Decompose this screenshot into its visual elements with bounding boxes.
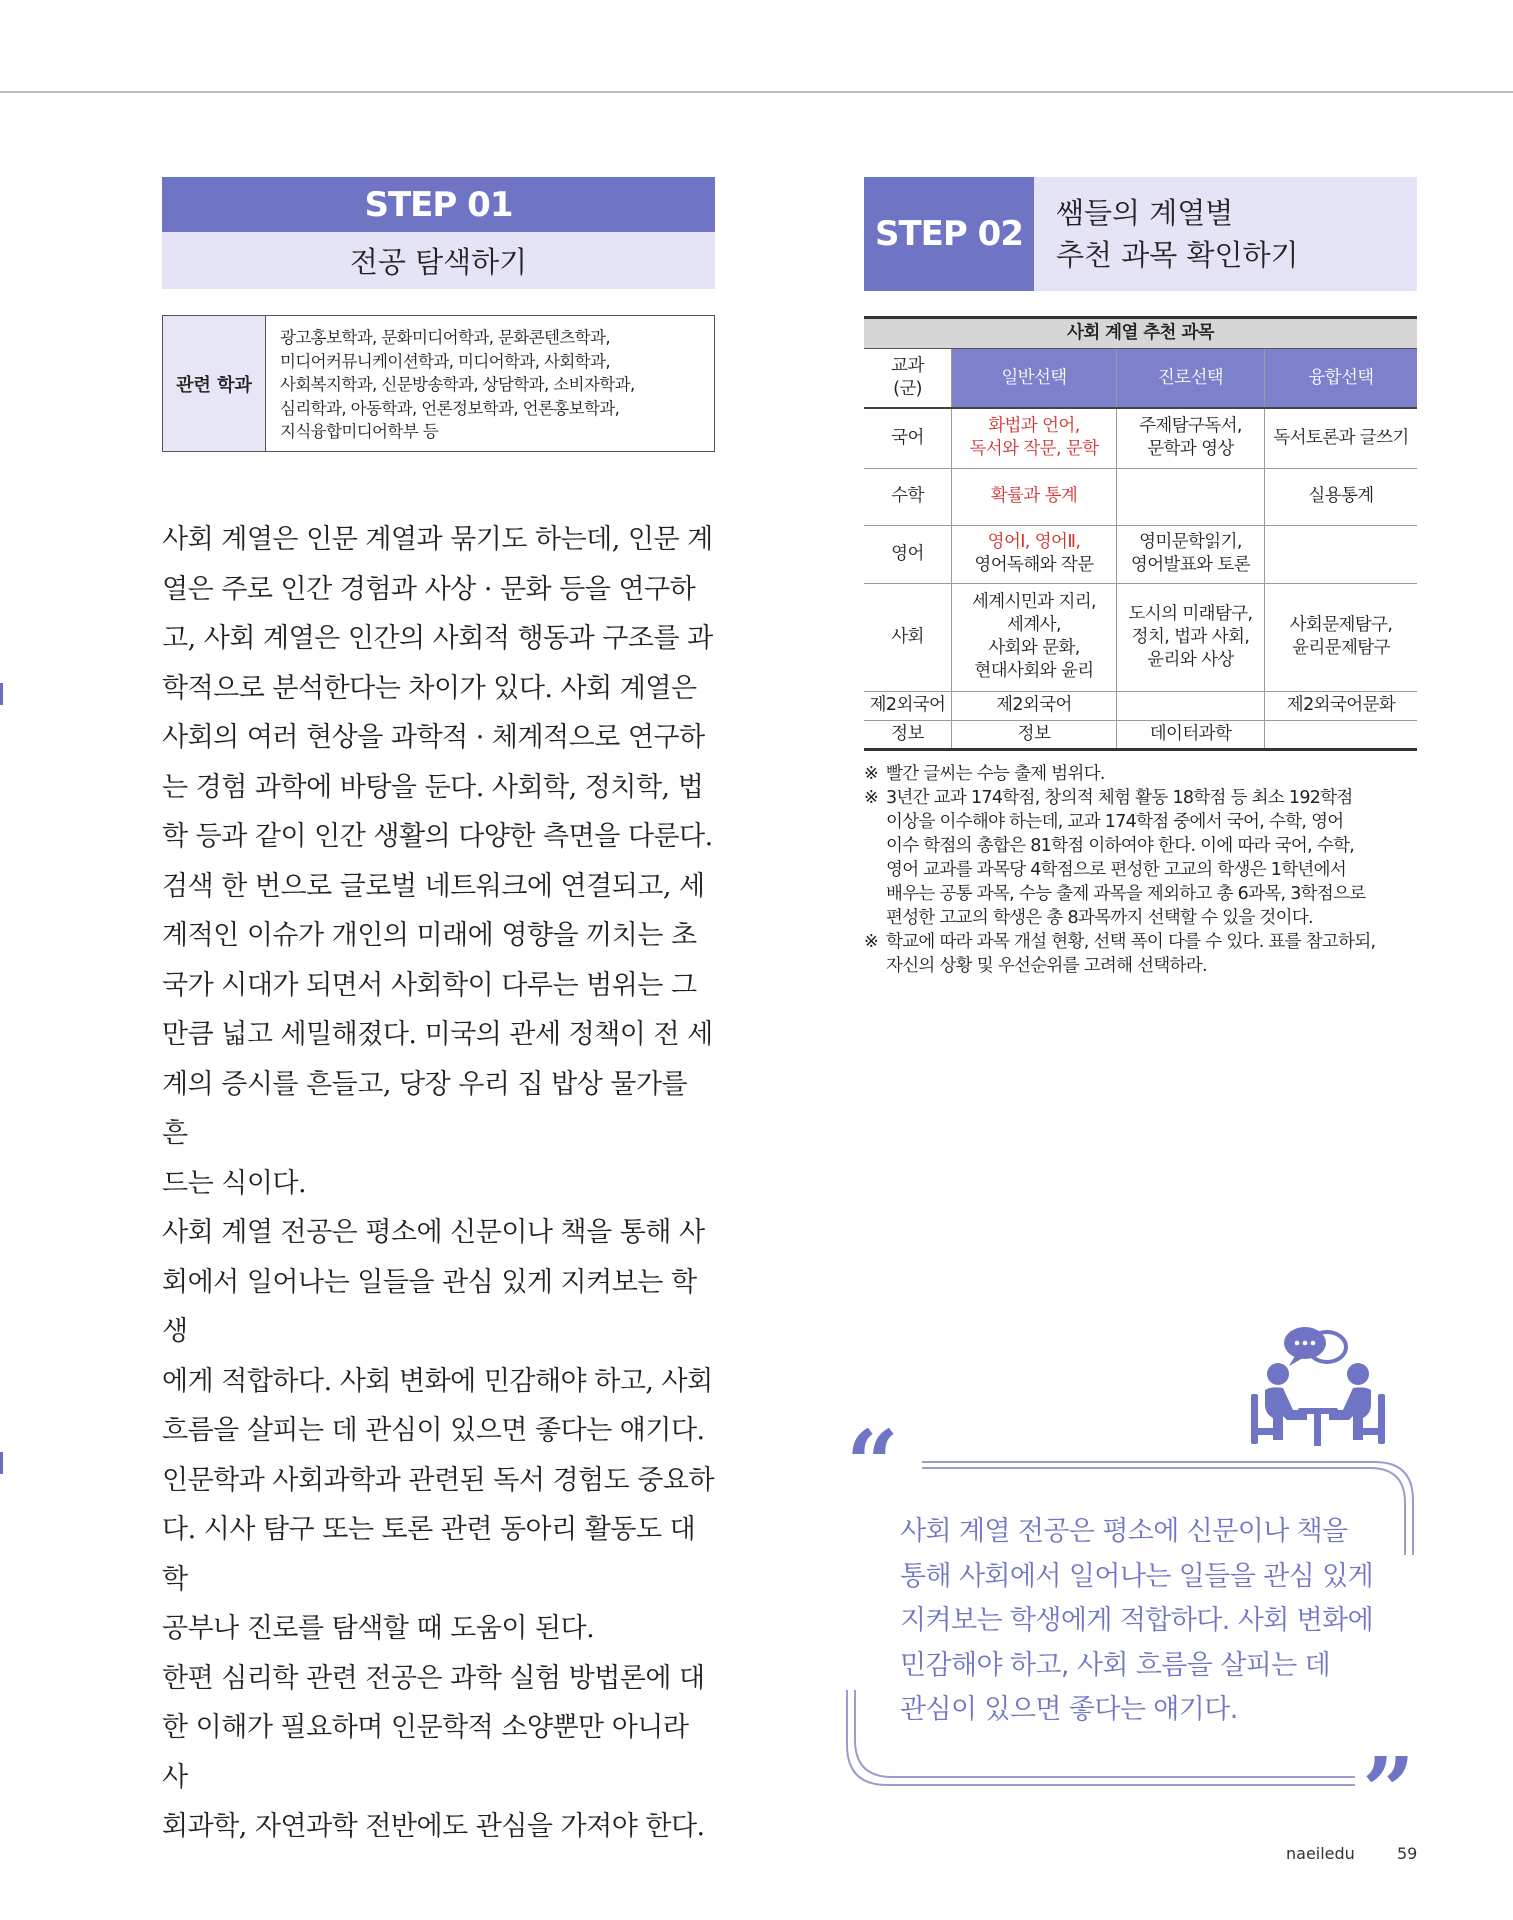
cell-career: 도시의 미래탐구, 정치, 법과 사회, 윤리와 사상 <box>1116 583 1264 691</box>
cell-subject: 정보 <box>864 720 951 749</box>
quote-close-mark: ” <box>1362 1737 1415 1845</box>
quote-open-mark: “ <box>846 1410 899 1518</box>
cell-subject: 국어 <box>864 408 951 468</box>
note-mark: ※ <box>864 788 878 808</box>
body-paragraph-1: 사회 계열은 인문 계열과 묶기도 하는데, 인문 계 열은 주로 인간 경험과 사상 · 문화 등을 연구하 고, 사회 계열은 인간의 사회적 행동과 구조를 과 학적으로 분석한다는 차이가 있다. 사회 계열은 사회의 여러 현상을 과학적 · 체계적으로 연구하 는 경험 과학에 바탕을 둔다. 사회학, 정치학, 법 학 등과 같이 인간 생활의 다양한 측면을 다룬다. 검색 한 번으로 글로벌 네트워크에 연결되고, 세 계적인 이슈가 개인의 미래에 영향을 끼치는 초 국가 시대가 되면서 사회학이 다루는 범위는 그 만큼 넓고 세밀해졌다. 미국의 관세 정책이 전 세 계의 증시를 흔들고, 당장 우리 집 밥상 물가를 흔 드는 식이다. <box>162 524 713 1199</box>
step1-badge: STEP 01 <box>162 177 715 232</box>
note-mark: ※ <box>864 764 878 784</box>
cell-general: 확률과 통계 <box>951 468 1116 525</box>
note-text: 빨간 글씨는 수능 출제 범위다. <box>886 764 1105 784</box>
cell-general: 제2외국어 <box>951 691 1116 720</box>
cell-career: 영미문학읽기, 영어발표와 토론 <box>1116 525 1264 583</box>
header-subject-group: 교과 (군) <box>864 349 951 409</box>
speech-bubble-icon: ··· <box>1305 1347 1306 1348</box>
cell-general: 정보 <box>951 720 1116 749</box>
step2-badge: STEP 02 <box>864 177 1034 291</box>
pull-quote-text: 사회 계열 전공은 평소에 신문이나 책을 통해 사회에서 일어나는 일들을 관심 있게 지켜보는 학생에게 적합하다. 사회 변화에 민감해야 하고, 사회 흐름을 살피는 데 관심이 있으면 좋다는 얘기다. <box>900 1516 1374 1725</box>
note-text: 학교에 따라 과목 개설 현황, 선택 폭이 다를 수 있다. 표를 참고하되, 자신의 상황 및 우선순위를 고려해 선택하라. <box>886 932 1376 976</box>
header-fusion: 융합선택 <box>1264 349 1417 409</box>
page-number: 59 <box>1397 1844 1418 1863</box>
cell-general-red: 영어Ⅰ, 영어Ⅱ, <box>987 532 1081 552</box>
cell-general: 세계시민과 지리, 세계사, 사회와 문화, 현대사회와 윤리 <box>951 583 1116 691</box>
cell-fusion: 사회문제탐구, 윤리문제탐구 <box>1264 583 1417 691</box>
note-mark: ※ <box>864 932 878 952</box>
conversation-people-icon <box>1243 1324 1393 1464</box>
body-paragraph-3: 한편 심리학 관련 전공은 과학 실험 방법론에 대 한 이해가 필요하며 인문학적 소양뿐만 아니라 사 회과학, 자연과학 전반에도 관심을 가져야 한다. <box>162 1662 705 1842</box>
step2-title: 쌤들의 계열별 추천 과목 확인하기 <box>1034 177 1417 291</box>
header-general: 일반선택 <box>951 349 1116 409</box>
footer-brand: naeiledu <box>1286 1844 1355 1863</box>
cell-general: 화법과 언어, 독서와 작문, 문학 <box>951 408 1116 468</box>
cell-fusion: 독서토론과 글쓰기 <box>1264 408 1417 468</box>
cell-subject: 사회 <box>864 583 951 691</box>
related-departments-label: 관련 학과 <box>163 316 266 451</box>
cell-fusion: 실용통계 <box>1264 468 1417 525</box>
header-career: 진로선택 <box>1116 349 1264 409</box>
cell-career: 주제탐구독서, 문학과 영상 <box>1116 408 1264 468</box>
cell-general-black: 영어독해와 작문 <box>974 555 1094 575</box>
cell-career: 데이터과학 <box>1116 720 1264 749</box>
cell-fusion: 제2외국어문화 <box>1264 691 1417 720</box>
cell-subject: 제2외국어 <box>864 691 951 720</box>
cell-subject: 수학 <box>864 468 951 525</box>
related-departments-list: 광고홍보학과, 문화미디어학과, 문화콘텐츠학과, 미디어커뮤니케이션학과, 미디어학과, 사회학과, 사회복지학과, 신문방송학과, 상담학과, 소비자학과, 심리학과, 아동학과, 언론정보학과, 언론홍보학과, 지식융합미디어학부 등 <box>280 328 635 442</box>
table-caption: 사회 계열 추천 과목 <box>864 318 1417 349</box>
body-paragraph-2: 사회 계열 전공은 평소에 신문이나 책을 통해 사 회에서 일어나는 일들을 관심 있게 지켜보는 학생 에게 적합하다. 사회 변화에 민감해야 하고, 사회 흐름을 살피는 데 관심이 있으면 좋다는 얘기다. 인문학과 사회과학과 관련된 독서 경험도 중요하 다. 시사 탐구 또는 토론 관련 동아리 활동도 대학 공부나 진로를 탐색할 때 도움이 된다. <box>162 1217 715 1644</box>
step1-title: 전공 탐색하기 <box>162 232 715 289</box>
note-text: 3년간 교과 174학점, 창의적 체험 활동 18학점 등 최소 192학점 이상을 이수해야 하는데, 교과 174학점 중에서 국어, 수학, 영어 이수 학점의 총합은 81학점 이하여야 한다. 이에 따라 국어, 수학, 영어 교과를 과목당 4학점으로 편성한 고교의 학생은 1학년에서 배우는 공통 과목, 수능 출제 과목을 제외하고 총 6과목, 3학점으로 편성한 고교의 학생은 총 8과목까지 선택할 수 있을 것이다. <box>886 788 1366 928</box>
cell-subject: 영어 <box>864 525 951 583</box>
